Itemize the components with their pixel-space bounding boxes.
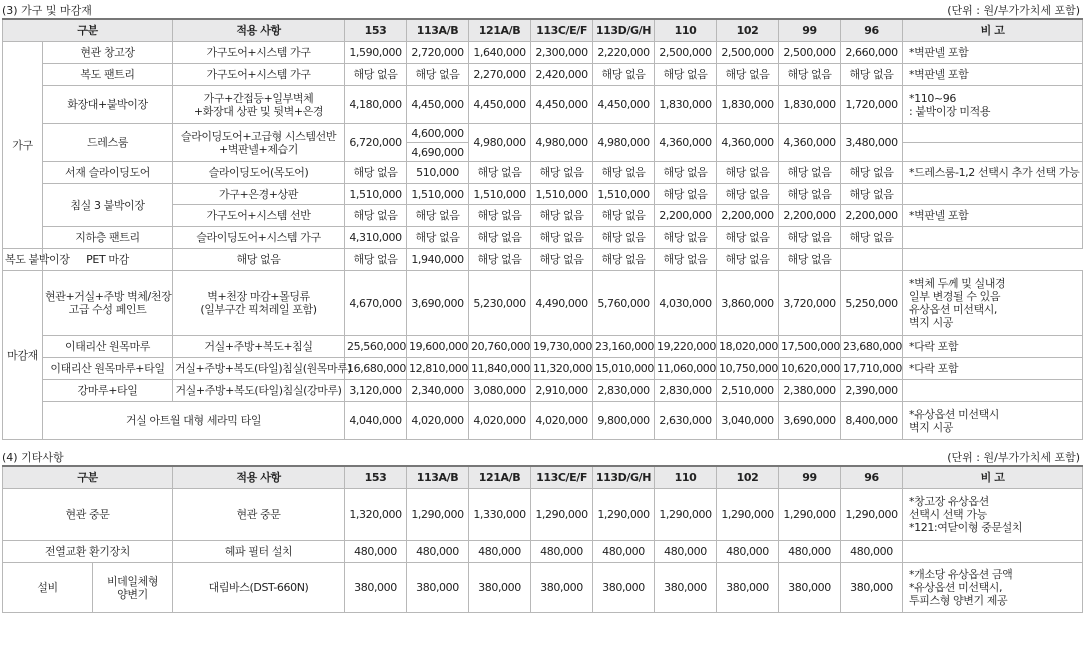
row-note: *벽판넬 포함 bbox=[903, 42, 1083, 64]
header-note: 비 고 bbox=[903, 466, 1083, 489]
category-line: 현관+거실+주방 벽체/천장 bbox=[45, 290, 172, 303]
section-4-header bbox=[0, 447, 1084, 465]
group-label: 가구 bbox=[3, 42, 43, 249]
category-line: 고급 수성 페인트 bbox=[68, 303, 147, 316]
price-cell: 19,220,000 bbox=[655, 336, 717, 358]
price-cell: 4,450,000 bbox=[407, 86, 469, 124]
price-cell: 해당 없음 bbox=[655, 184, 717, 205]
price-cell: 4,360,000 bbox=[655, 124, 717, 162]
price-cell: 11,320,000 bbox=[531, 358, 593, 380]
header-type: 113A/B bbox=[407, 466, 469, 489]
price-cell: 1,830,000 bbox=[779, 86, 841, 124]
row-category: 현관 중문 bbox=[3, 489, 173, 541]
row-description: 가구도어+시스템 가구 bbox=[173, 64, 345, 86]
note-line: *창고장 유상옵션 bbox=[909, 495, 989, 508]
price-cell: 2,200,000 bbox=[779, 205, 841, 227]
price-cell: 해당 없음 bbox=[593, 205, 655, 227]
price-cell: 1,510,000 bbox=[407, 184, 469, 205]
price-cell: 해당 없음 bbox=[841, 227, 903, 249]
description-line: 슬라이딩도어+고급형 시스템선반 bbox=[180, 129, 337, 143]
price-cell: 해당 없음 bbox=[531, 162, 593, 184]
header-type: 110 bbox=[655, 466, 717, 489]
note-line: *121:여닫이형 중문설치 bbox=[909, 521, 1023, 534]
price-cell: 380,000 bbox=[655, 563, 717, 613]
price-cell: 해당 없음 bbox=[841, 162, 903, 184]
row-note bbox=[903, 143, 1083, 162]
price-cell: 해당 없음 bbox=[345, 162, 407, 184]
row-category: 거실 아트월 대형 세라믹 타일 bbox=[43, 402, 345, 440]
price-cell: 5,250,000 bbox=[841, 271, 903, 336]
price-cell: 3,040,000 bbox=[717, 402, 779, 440]
price-cell: 3,080,000 bbox=[469, 380, 531, 402]
row-category: 강마루+타일 bbox=[43, 380, 173, 402]
table-row bbox=[3, 42, 1083, 64]
price-cell: 2,660,000 bbox=[841, 42, 903, 64]
row-category: 화장대+붙박이장 bbox=[43, 86, 173, 124]
row-description bbox=[173, 124, 345, 162]
price-cell: 1,640,000 bbox=[469, 42, 531, 64]
row-note: *벽판넬 포함 bbox=[903, 205, 1083, 227]
price-cell: 1,510,000 bbox=[593, 184, 655, 205]
header-category: 구분 bbox=[3, 466, 173, 489]
row-note bbox=[903, 563, 1083, 613]
price-cell: 4,020,000 bbox=[407, 402, 469, 440]
price-cell: 18,020,000 bbox=[717, 336, 779, 358]
header-type: 102 bbox=[717, 466, 779, 489]
price-cell: 해당 없음 bbox=[345, 205, 407, 227]
price-cell: 1,510,000 bbox=[469, 184, 531, 205]
group-label: 설비 bbox=[3, 563, 93, 613]
category-line: 비데일체형 bbox=[106, 574, 159, 588]
price-cell: 해당 없음 bbox=[593, 64, 655, 86]
row-note bbox=[903, 489, 1083, 541]
price-cell: 2,630,000 bbox=[655, 402, 717, 440]
price-cell: 해당 없음 bbox=[469, 227, 531, 249]
unit-note: (단위 : 원/부가가치세 포함) bbox=[947, 4, 1080, 17]
row-note: *다락 포함 bbox=[903, 336, 1083, 358]
price-cell: 16,680,000 bbox=[345, 358, 407, 380]
row-note bbox=[903, 541, 1083, 563]
header-type: 99 bbox=[779, 19, 841, 42]
price-cell: 해당 없음 bbox=[779, 184, 841, 205]
table-row bbox=[3, 86, 1083, 124]
header-type: 153 bbox=[345, 19, 407, 42]
row-description: 가구+은경+상판 bbox=[173, 184, 345, 205]
price-cell: 해당 없음 bbox=[655, 64, 717, 86]
price-cell: 3,860,000 bbox=[717, 271, 779, 336]
price-cell: 480,000 bbox=[531, 541, 593, 563]
note-line: 투피스형 양변기 제공 bbox=[909, 594, 1008, 607]
price-cell: 4,180,000 bbox=[345, 86, 407, 124]
price-cell: 해당 없음 bbox=[717, 249, 779, 271]
price-cell: 2,300,000 bbox=[531, 42, 593, 64]
price-cell: 해당 없음 bbox=[531, 227, 593, 249]
price-cell: 380,000 bbox=[779, 563, 841, 613]
row-note bbox=[903, 86, 1083, 124]
header-note: 비 고 bbox=[903, 19, 1083, 42]
note-line: 벽지 시공 bbox=[909, 316, 954, 329]
price-cell: 10,750,000 bbox=[717, 358, 779, 380]
row-note bbox=[903, 402, 1083, 440]
row-category bbox=[93, 563, 173, 613]
price-cell: 12,810,000 bbox=[407, 358, 469, 380]
price-cell: 3,480,000 bbox=[841, 124, 903, 162]
price-cell: 4,030,000 bbox=[655, 271, 717, 336]
header-type: 96 bbox=[841, 466, 903, 489]
price-cell: 2,500,000 bbox=[655, 42, 717, 64]
price-cell: 2,200,000 bbox=[717, 205, 779, 227]
price-cell: 480,000 bbox=[779, 541, 841, 563]
price-cell: 17,500,000 bbox=[779, 336, 841, 358]
price-cell: 15,010,000 bbox=[593, 358, 655, 380]
table-row bbox=[3, 402, 1083, 440]
price-cell: 4,490,000 bbox=[531, 271, 593, 336]
row-category: 지하층 팬트리 bbox=[43, 227, 173, 249]
price-cell: 1,320,000 bbox=[345, 489, 407, 541]
price-cell: 4,360,000 bbox=[779, 124, 841, 162]
price-cell: 4,450,000 bbox=[469, 86, 531, 124]
note-line: *개소당 유상옵션 금액 bbox=[909, 568, 1013, 581]
price-cell: 380,000 bbox=[593, 563, 655, 613]
header-type: 99 bbox=[779, 466, 841, 489]
price-cell: 5,760,000 bbox=[593, 271, 655, 336]
price-cell: 380,000 bbox=[841, 563, 903, 613]
price-cell: 1,290,000 bbox=[717, 489, 779, 541]
note-line: *유상옵션 미선택시, bbox=[909, 581, 1003, 594]
header-type: 153 bbox=[345, 466, 407, 489]
header-description: 적용 사항 bbox=[173, 466, 345, 489]
price-cell: 4,690,000 bbox=[407, 143, 469, 162]
price-cell: 25,560,000 bbox=[345, 336, 407, 358]
row-category bbox=[43, 271, 173, 336]
price-cell: 480,000 bbox=[469, 541, 531, 563]
price-cell: 1,290,000 bbox=[407, 489, 469, 541]
price-cell: 2,420,000 bbox=[531, 64, 593, 86]
price-cell: 1,940,000 bbox=[407, 249, 469, 271]
price-cell: 2,830,000 bbox=[593, 380, 655, 402]
row-note bbox=[841, 249, 903, 271]
price-cell: 1,290,000 bbox=[779, 489, 841, 541]
price-cell: 380,000 bbox=[531, 563, 593, 613]
table-row bbox=[3, 162, 1083, 184]
note-line: 유상옵션 미선택시, bbox=[909, 303, 998, 316]
row-note bbox=[903, 124, 1083, 143]
price-cell: 4,040,000 bbox=[345, 402, 407, 440]
price-cell: 480,000 bbox=[593, 541, 655, 563]
price-cell: 2,910,000 bbox=[531, 380, 593, 402]
price-cell: 19,600,000 bbox=[407, 336, 469, 358]
table-row bbox=[3, 184, 1083, 205]
price-cell: 1,330,000 bbox=[469, 489, 531, 541]
price-cell: 3,690,000 bbox=[779, 402, 841, 440]
row-description: 현관 중문 bbox=[173, 489, 345, 541]
price-cell: 2,720,000 bbox=[407, 42, 469, 64]
section-3-header bbox=[0, 0, 1084, 18]
table-header-row bbox=[3, 19, 1083, 42]
price-cell: 480,000 bbox=[345, 541, 407, 563]
row-description: 거실+주방+복도(타일)침실(강마루) bbox=[173, 380, 345, 402]
row-description: 슬라이딩도어+시스템 가구 bbox=[173, 227, 345, 249]
price-cell: 17,710,000 bbox=[841, 358, 903, 380]
row-note: *벽판넬 포함 bbox=[903, 64, 1083, 86]
price-cell: 380,000 bbox=[717, 563, 779, 613]
header-type: 121A/B bbox=[469, 19, 531, 42]
price-cell: 해당 없음 bbox=[345, 64, 407, 86]
row-category: 드레스룸 bbox=[43, 124, 173, 162]
price-cell: 4,980,000 bbox=[531, 124, 593, 162]
price-cell: 4,020,000 bbox=[531, 402, 593, 440]
note-line: *벽체 두께 및 실내경 bbox=[909, 277, 1006, 290]
price-cell: 11,840,000 bbox=[469, 358, 531, 380]
row-category: 침실 3 붙박이장 bbox=[43, 184, 173, 227]
section-title: (4) 기타사항 bbox=[2, 451, 64, 464]
row-description: 거실+주방+복도+침실 bbox=[173, 336, 345, 358]
furniture-finish-table bbox=[2, 18, 1083, 440]
price-cell: 해당 없음 bbox=[655, 227, 717, 249]
group-label: 마감재 bbox=[3, 271, 43, 440]
row-description: PET 마감 bbox=[43, 249, 173, 271]
price-cell: 4,600,000 bbox=[407, 124, 469, 143]
price-cell: 해당 없음 bbox=[407, 227, 469, 249]
table-row bbox=[3, 249, 1083, 271]
price-cell: 480,000 bbox=[841, 541, 903, 563]
row-description: 대림바스(DST-660N) bbox=[173, 563, 345, 613]
row-description: 거실+주방+복도(타일)침실(원목마루) bbox=[173, 358, 345, 380]
price-cell: 2,220,000 bbox=[593, 42, 655, 64]
table-row bbox=[3, 271, 1083, 336]
price-cell: 1,830,000 bbox=[717, 86, 779, 124]
row-description: 가구도어+시스템 가구 bbox=[173, 42, 345, 64]
price-cell: 23,160,000 bbox=[593, 336, 655, 358]
price-cell: 1,290,000 bbox=[655, 489, 717, 541]
description-line: (일부구간 픽쳐레일 포함) bbox=[200, 303, 317, 316]
price-cell: 2,390,000 bbox=[841, 380, 903, 402]
price-cell: 해당 없음 bbox=[469, 249, 531, 271]
price-cell: 4,980,000 bbox=[593, 124, 655, 162]
price-cell: 해당 없음 bbox=[531, 205, 593, 227]
row-category: 이태리산 원목마루+타일 bbox=[43, 358, 173, 380]
price-cell: 2,200,000 bbox=[841, 205, 903, 227]
table-row bbox=[3, 358, 1083, 380]
price-cell: 해당 없음 bbox=[407, 205, 469, 227]
price-cell: 해당 없음 bbox=[717, 184, 779, 205]
description-line: 벽+천장 마감+몰딩류 bbox=[207, 290, 310, 303]
description-line: 가구+간접등+일부벽체 bbox=[203, 91, 314, 105]
header-description: 적용 사항 bbox=[173, 19, 345, 42]
price-cell: 2,830,000 bbox=[655, 380, 717, 402]
price-cell: 해당 없음 bbox=[531, 249, 593, 271]
row-description bbox=[173, 271, 345, 336]
price-cell: 380,000 bbox=[345, 563, 407, 613]
price-cell: 1,290,000 bbox=[531, 489, 593, 541]
price-cell: 20,760,000 bbox=[469, 336, 531, 358]
price-cell: 해당 없음 bbox=[173, 249, 345, 271]
price-cell: 510,000 bbox=[407, 162, 469, 184]
row-category: 서재 슬라이딩도어 bbox=[43, 162, 173, 184]
price-cell: 2,510,000 bbox=[717, 380, 779, 402]
price-cell: 해당 없음 bbox=[779, 249, 841, 271]
price-cell: 해당 없음 bbox=[717, 64, 779, 86]
description-line: +벽판넬+제습기 bbox=[219, 142, 299, 156]
description-line: +화장대 상판 및 뒷벽+은경 bbox=[193, 104, 324, 118]
note-line: : 붙박이장 미적용 bbox=[909, 104, 991, 118]
price-cell: 3,690,000 bbox=[407, 271, 469, 336]
price-cell: 해당 없음 bbox=[717, 227, 779, 249]
section-title: (3) 가구 및 마감재 bbox=[2, 4, 92, 17]
price-cell: 4,020,000 bbox=[469, 402, 531, 440]
price-cell: 380,000 bbox=[407, 563, 469, 613]
price-cell: 6,720,000 bbox=[345, 124, 407, 162]
row-category: 복도 팬트리 bbox=[43, 64, 173, 86]
price-cell: 8,400,000 bbox=[841, 402, 903, 440]
header-type: 113C/E/F bbox=[531, 466, 593, 489]
price-cell: 1,510,000 bbox=[531, 184, 593, 205]
price-cell: 23,680,000 bbox=[841, 336, 903, 358]
table-row bbox=[3, 227, 1083, 249]
price-cell: 10,620,000 bbox=[779, 358, 841, 380]
row-note bbox=[903, 184, 1083, 205]
price-cell: 해당 없음 bbox=[593, 249, 655, 271]
row-description: 헤파 필터 설치 bbox=[173, 541, 345, 563]
price-cell: 4,450,000 bbox=[593, 86, 655, 124]
price-cell: 4,310,000 bbox=[345, 227, 407, 249]
unit-note: (단위 : 원/부가가치세 포함) bbox=[947, 451, 1080, 464]
note-line: 선택시 선택 가능 bbox=[909, 508, 987, 521]
price-cell: 1,290,000 bbox=[841, 489, 903, 541]
price-cell: 19,730,000 bbox=[531, 336, 593, 358]
price-cell: 2,200,000 bbox=[655, 205, 717, 227]
price-cell: 1,830,000 bbox=[655, 86, 717, 124]
note-line: 일부 변경될 수 있음 bbox=[909, 290, 1001, 303]
row-note bbox=[903, 227, 1083, 249]
table-row bbox=[3, 541, 1083, 563]
price-cell: 480,000 bbox=[655, 541, 717, 563]
row-category: 전열교환 환기장치 bbox=[3, 541, 173, 563]
price-cell: 2,380,000 bbox=[779, 380, 841, 402]
table-row bbox=[3, 489, 1083, 541]
price-cell: 1,720,000 bbox=[841, 86, 903, 124]
price-cell: 1,510,000 bbox=[345, 184, 407, 205]
header-type: 113C/E/F bbox=[531, 19, 593, 42]
price-cell: 1,590,000 bbox=[345, 42, 407, 64]
price-cell: 4,450,000 bbox=[531, 86, 593, 124]
row-description bbox=[173, 86, 345, 124]
price-cell: 해당 없음 bbox=[717, 162, 779, 184]
row-category: 복도 붙박이장 bbox=[3, 249, 43, 271]
row-category: 이태리산 원목마루 bbox=[43, 336, 173, 358]
row-note: *드레스룸-1,2 선택시 추가 선택 가능 bbox=[903, 162, 1083, 184]
price-cell: 3,720,000 bbox=[779, 271, 841, 336]
price-cell: 해당 없음 bbox=[655, 162, 717, 184]
price-cell: 4,980,000 bbox=[469, 124, 531, 162]
price-cell: 2,500,000 bbox=[779, 42, 841, 64]
price-cell: 해당 없음 bbox=[469, 162, 531, 184]
price-cell: 해당 없음 bbox=[345, 249, 407, 271]
price-cell: 해당 없음 bbox=[593, 162, 655, 184]
table-row bbox=[3, 124, 1083, 143]
row-description: 슬라이딩도어(목도어) bbox=[173, 162, 345, 184]
table-row bbox=[3, 380, 1083, 402]
table-row bbox=[3, 563, 1083, 613]
row-note bbox=[903, 380, 1083, 402]
price-cell: 380,000 bbox=[469, 563, 531, 613]
header-type: 110 bbox=[655, 19, 717, 42]
row-description: 가구도어+시스템 선반 bbox=[173, 205, 345, 227]
price-cell: 9,800,000 bbox=[593, 402, 655, 440]
price-cell: 해당 없음 bbox=[841, 64, 903, 86]
header-type: 113D/G/H bbox=[593, 466, 655, 489]
header-type: 96 bbox=[841, 19, 903, 42]
header-category: 구분 bbox=[3, 19, 173, 42]
category-line: 양변기 bbox=[117, 587, 148, 601]
table-row bbox=[3, 64, 1083, 86]
price-cell: 4,670,000 bbox=[345, 271, 407, 336]
note-line: 벽지 시공 bbox=[909, 420, 954, 434]
row-category: 현관 창고장 bbox=[43, 42, 173, 64]
price-cell: 해당 없음 bbox=[779, 227, 841, 249]
price-cell: 해당 없음 bbox=[593, 227, 655, 249]
price-cell: 해당 없음 bbox=[779, 64, 841, 86]
price-cell: 2,500,000 bbox=[717, 42, 779, 64]
table-row bbox=[3, 336, 1083, 358]
price-cell: 480,000 bbox=[407, 541, 469, 563]
price-cell: 11,060,000 bbox=[655, 358, 717, 380]
price-cell: 5,230,000 bbox=[469, 271, 531, 336]
header-type: 113A/B bbox=[407, 19, 469, 42]
header-type: 102 bbox=[717, 19, 779, 42]
price-cell: 480,000 bbox=[717, 541, 779, 563]
table-header-row bbox=[3, 466, 1083, 489]
note-line: *유상옵션 미선택시 bbox=[909, 407, 1000, 421]
price-cell: 2,270,000 bbox=[469, 64, 531, 86]
price-cell: 해당 없음 bbox=[469, 205, 531, 227]
price-cell: 2,340,000 bbox=[407, 380, 469, 402]
price-cell: 해당 없음 bbox=[841, 184, 903, 205]
note-line: *110~96 bbox=[909, 91, 956, 105]
price-cell: 1,290,000 bbox=[593, 489, 655, 541]
price-cell: 4,360,000 bbox=[717, 124, 779, 162]
misc-table bbox=[2, 465, 1083, 613]
price-cell: 해당 없음 bbox=[655, 249, 717, 271]
row-note: *다락 포함 bbox=[903, 358, 1083, 380]
price-cell: 3,120,000 bbox=[345, 380, 407, 402]
price-cell: 해당 없음 bbox=[779, 162, 841, 184]
header-type: 113D/G/H bbox=[593, 19, 655, 42]
price-cell: 해당 없음 bbox=[407, 64, 469, 86]
header-type: 121A/B bbox=[469, 466, 531, 489]
row-note bbox=[903, 271, 1083, 336]
